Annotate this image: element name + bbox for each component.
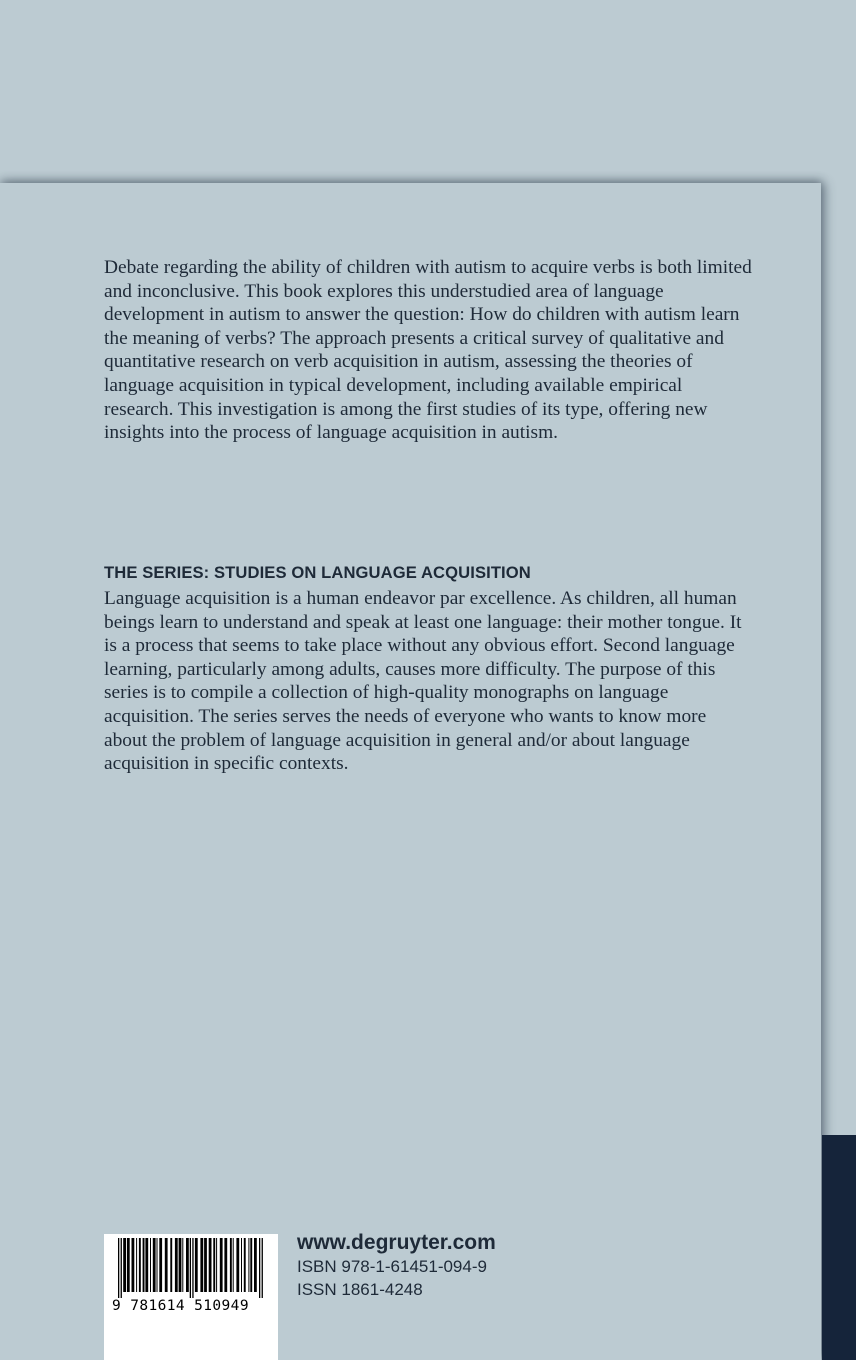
barcode-bar [233, 1238, 234, 1292]
isbn: ISBN 978-1-61451-094-9 [297, 1257, 487, 1276]
barcode-bar [179, 1238, 182, 1292]
barcode-bar [150, 1238, 151, 1292]
barcode-bar [192, 1238, 193, 1298]
barcode-bar [136, 1238, 137, 1292]
series-heading: THE SERIES: STUDIES ON LANGUAGE ACQUISITION [104, 563, 531, 582]
barcode-bar [132, 1238, 135, 1292]
barcode-bars [118, 1238, 264, 1298]
barcode-bar [165, 1238, 168, 1292]
barcode-bar [230, 1238, 232, 1292]
barcode-bar [248, 1238, 249, 1292]
barcode-bar [195, 1238, 198, 1292]
barcode-bar [200, 1238, 203, 1292]
book-description: Debate regarding the ability of children with autism to acquire verbs is both limited and inconclusive. This book explores this understudied area of language development in autism to answer the question: How do children with autism learn the meaning of verbs? The approach presents a critical survey of qualitative and quantitative research on verb acquisition in autism, assessing the theories of language acquisition in typical development, including available empirical research. This investigation is among the first studies of its type, offering new insights into the process of language acquisition in autism. [104, 257, 752, 444]
barcode-bar [159, 1238, 162, 1292]
barcode-bar [170, 1238, 172, 1292]
barcode-bar [236, 1238, 239, 1292]
barcode-bar [259, 1238, 260, 1298]
spine-edge [822, 1135, 856, 1360]
barcode-bar [127, 1238, 130, 1292]
barcode-bar [182, 1238, 183, 1292]
barcode-bar [139, 1238, 141, 1292]
barcode-bar [143, 1238, 145, 1292]
barcode-bar [209, 1238, 212, 1292]
barcode-bar [153, 1238, 156, 1292]
barcode-bar [250, 1238, 252, 1292]
series-description: Language acquisition is a human endeavor par excellence. As children, all human beings learn to understand and speak at least one language: their mother tongue. It is a process that seems to take place without any obvious effort. Second language learning, particularly among adults, causes more difficulty. The purpose of this series is to compile a collection of high-quality monographs on language acquisition. The series serves the needs of everyone who wants to know more about the problem of language acquisition in general and/or about language acquisition in specific contexts. [104, 588, 742, 775]
barcode-bar [220, 1238, 223, 1292]
barcode-bar [123, 1238, 126, 1292]
barcode-bar [213, 1238, 215, 1292]
barcode-bar [241, 1238, 242, 1292]
barcode-bar [118, 1238, 119, 1298]
publisher-website[interactable]: www.degruyter.com [297, 1231, 496, 1254]
barcode-bar [121, 1238, 122, 1298]
barcode-bar [145, 1238, 148, 1292]
issn: ISSN 1861-4248 [297, 1279, 423, 1299]
barcode-number: 9 781614 510949 [112, 1298, 249, 1314]
barcode-bar [262, 1238, 263, 1298]
barcode-bar [244, 1238, 246, 1292]
barcode-bar [254, 1238, 257, 1292]
barcode-bar [175, 1238, 178, 1292]
barcode-bar [186, 1238, 189, 1292]
barcode-bar [216, 1238, 217, 1292]
barcode [104, 1234, 278, 1360]
barcode-bar [190, 1238, 191, 1298]
barcode-bar [204, 1238, 207, 1292]
barcode-bar [224, 1238, 227, 1292]
publisher-info [297, 1230, 496, 1301]
barcode-bar [157, 1238, 158, 1292]
